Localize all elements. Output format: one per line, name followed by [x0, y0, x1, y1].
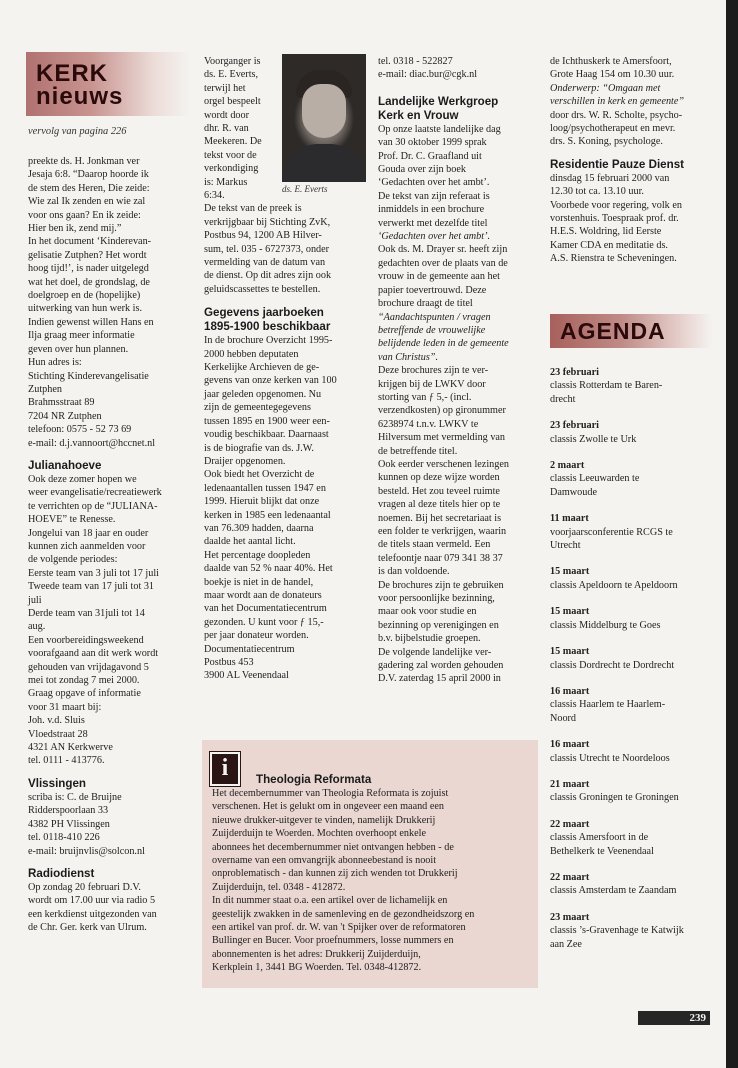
agenda-item	[550, 911, 718, 951]
text-line: de Chr. Ger. kerk van Ulrum.	[28, 922, 147, 934]
text-line: een folder te verkrijgen, waarin	[378, 526, 507, 537]
text-line: tel. 0118-410 226	[28, 832, 100, 844]
text-line: storting van ƒ 5,- (incl.	[378, 391, 472, 403]
text-line: Vloedstraat 28	[28, 728, 88, 740]
column-2-top	[204, 55, 282, 189]
agenda-item	[550, 738, 718, 765]
agenda-date: 16 maart	[550, 685, 590, 697]
text-line: vrouw in de gemeente aan het	[378, 271, 500, 283]
text-line: Meekeren. De	[204, 136, 262, 148]
text-line: Een voorbereidingsweekend	[28, 634, 144, 646]
text-line: Documentatiecentrum	[204, 643, 295, 655]
text-line: voor persoonlijke bezinning,	[378, 593, 495, 605]
text-line: Jesaja 6:8. “Daarop hoorde ik	[28, 169, 149, 181]
text-line: 1999. Hieruit blijkt dat onze	[204, 496, 320, 508]
text-line: tel. 0111 - 413776.	[28, 755, 105, 767]
theologia-title: Theologia Reformata	[256, 773, 372, 786]
photo-caption: ds. E. Everts	[282, 184, 328, 194]
article-pauze-dienst	[550, 172, 718, 266]
text-line: De brochures zijn te gebruiken	[378, 579, 504, 591]
text-line: Derde team van 31juli tot 14	[28, 608, 145, 619]
text-line: Hilversum met vermelding van	[378, 432, 506, 444]
agenda-item	[550, 366, 718, 406]
text-line: Ook eerder verschenen lezingen	[378, 458, 509, 470]
article-vlissingen	[28, 791, 192, 858]
article-jaarboeken	[204, 334, 366, 683]
agenda-date: 15 maart	[550, 606, 590, 618]
page-edge	[726, 0, 738, 1068]
text-line: inmiddels in een brochure	[378, 204, 485, 216]
text-line: 2000 hebben deputaten	[204, 348, 299, 360]
text-line: van het Documentatiecentrum	[204, 603, 327, 615]
text-line: 7204 NR Zutphen	[28, 410, 102, 422]
text-line: de volgende periodes:	[28, 554, 118, 566]
text-line: Gouda over zijn boek	[378, 164, 466, 176]
text-line: 4321 AN Kerkwerve	[28, 742, 113, 754]
text-line: ds. E. Everts,	[204, 69, 259, 81]
heading-vlissingen: Vlissingen	[28, 776, 86, 790]
article-intro	[28, 155, 192, 450]
text-line: voor ons gaan? En ik zeide:	[28, 209, 141, 221]
text-line: Jongelui van 18 jaar en ouder	[28, 527, 149, 539]
text-line: Wie zal Ik zenden en wie zal	[28, 196, 146, 208]
text-line: mei tot zondag 7 mei 2000.	[28, 675, 140, 687]
text-line: Draijer opgenomen.	[204, 455, 286, 467]
text-line: door drs. W. R. Scholte, psycho-	[550, 109, 683, 121]
agenda-date: 11 maart	[550, 513, 589, 525]
agenda-date: 23 maart	[550, 911, 590, 923]
article-radiodienst	[28, 881, 192, 935]
text-line: gezonden. U kunt voor ƒ 15,-	[204, 616, 324, 628]
text-line: een kerkdienst uitgezonden van	[28, 908, 157, 920]
text-line: b.v. bijbelstudie groepen.	[378, 633, 481, 645]
text-line: preekte ds. H. Jonkman ver	[28, 156, 140, 167]
agenda-description: classis ’s-Gravenhage te Katwijk	[550, 925, 684, 937]
text-line: jaar geleden opgenomen. Nu	[204, 388, 322, 400]
text-line: Ilja graag meer informatie	[28, 330, 135, 342]
text-line: e-mail: d.j.vannoort@hccnet.nl	[28, 437, 156, 449]
text-line: drs. S. Koning, psychologe.	[550, 136, 663, 148]
text-line: De volgende landelijke ver-	[378, 646, 492, 658]
text-line: Postbus 94, 1200 AB Hilver-	[204, 230, 322, 242]
text-line: voor 31 maart bij:	[28, 701, 102, 713]
agenda-date: 23 februari	[550, 367, 599, 378]
text-line: de betreffende titel.	[378, 445, 458, 457]
agenda-date: 21 maart	[550, 778, 590, 790]
text-line: krijgen bij de LWKV door	[378, 378, 486, 390]
text-line: Hun adres is:	[28, 357, 82, 369]
text-line: brochure draagt de titel	[378, 298, 473, 310]
agenda-date: 22 maart	[550, 818, 590, 830]
continued-from: vervolg van pagina 226	[28, 126, 127, 137]
agenda-description: classis Apeldoorn te Apeldoorn	[550, 579, 678, 591]
text-line: terwijl het	[204, 82, 246, 94]
text-line: gevens van onze kerken van 100	[204, 375, 337, 387]
text-line: tel. 0318 - 522827	[378, 56, 453, 67]
text-line: Onderwerp: “Omgaan met	[550, 82, 661, 94]
text-line: 12.30 tot ca. 13.10 uur.	[550, 186, 644, 198]
text-line: Brahmsstraat 89	[28, 397, 95, 409]
text-line: noemen. Bij het secretariaat is	[378, 512, 502, 524]
text-line: voudig beschikbaar. Daarnaast	[204, 429, 329, 441]
heading-julianahoeve: Julianahoeve	[28, 458, 102, 472]
text-line: Postbus 453	[204, 657, 254, 668]
text-line: Voorbede voor regering, volk en	[550, 199, 682, 211]
text-line: De tekst van de preek is	[204, 203, 302, 215]
agenda-item	[550, 778, 718, 805]
text-line: Kerkplein 1, 3441 BG Woerden. Tel. 0348-412872.	[212, 962, 422, 974]
text-line: dhr. R. van	[204, 123, 249, 135]
heading-lwkv-2: Kerk en Vrouw	[378, 108, 459, 122]
text-line: maar ook voor studie en	[378, 606, 477, 618]
masthead-subtitle: nieuws	[36, 83, 124, 110]
text-line: maar wordt aan de donateurs	[204, 589, 322, 601]
text-line: de dienst. Op dit adres zijn ook	[204, 270, 332, 282]
agenda-description: classis Groningen te Groningen	[550, 792, 679, 804]
text-line: geven over hun plannen.	[28, 343, 129, 355]
text-line: Voorganger is	[204, 56, 261, 67]
article-ichthuskerk	[550, 55, 718, 149]
agenda-list	[550, 366, 718, 964]
text-line: Eerste team van 3 juli tot 17 juli	[28, 567, 159, 579]
article-julianahoeve	[28, 473, 192, 768]
article-everts	[204, 189, 366, 296]
text-line: “Aandachtspunten / vragen	[378, 311, 491, 323]
text-line: Deze brochures zijn te ver-	[378, 365, 489, 377]
text-line: In de brochure Overzicht 1995-	[204, 335, 333, 347]
text-line: bezinning op verenigingen en	[378, 619, 499, 631]
text-line: is dan voldoende.	[378, 566, 450, 578]
text-line: van 30 oktober 1999 sprak	[378, 137, 487, 149]
text-line: Ook biedt het Overzicht de	[204, 469, 315, 481]
agenda-date: 23 februari	[550, 420, 599, 432]
text-line: 3900 AL Veenendaal	[204, 670, 289, 682]
agenda-item	[550, 818, 718, 858]
info-icon: i	[210, 752, 240, 786]
text-line: betreffende de vrouwelijke	[378, 324, 486, 336]
text-line: Grote Haag 154 om 10.30 uur.	[550, 69, 675, 81]
text-line: onproblematisch - dan kunnen zij zich wenden tot Drukkerij	[212, 868, 458, 880]
text-line: uitwerking van hun werk is.	[28, 303, 143, 315]
text-line: de titels staan vermeld. Een	[378, 539, 491, 551]
text-line: HOEVE” te Renesse.	[28, 514, 116, 526]
agenda-description: voorjaarsconferentie RCGS te	[550, 526, 673, 538]
text-line: tussen 1895 en 1900 weer een-	[204, 415, 330, 427]
agenda-description: classis Haarlem te Haarlem-	[550, 699, 666, 711]
text-line: scriba is: C. de Bruijne	[28, 791, 122, 803]
agenda-description: classis Dordrecht te Dordrecht	[550, 659, 675, 671]
text-line: gadering zal worden gehouden	[378, 660, 504, 672]
text-line: boekje is niet in de handel,	[204, 576, 314, 588]
column-2	[204, 189, 366, 683]
agenda-description: aan Zee	[550, 938, 582, 950]
heading-jaarboeken-2: 1895-1900 beschikbaar	[204, 320, 331, 334]
text-line: zijn de gemeentegegevens	[204, 402, 311, 414]
text-line: daalde het aantal licht.	[204, 536, 296, 548]
text-line: weer evangelisatie/recreatiewerk	[28, 487, 162, 499]
text-line: D.V. zaterdag 15 april 2000 in	[378, 673, 501, 685]
agenda-item	[550, 459, 718, 499]
text-line: wat het doel, de grondslag, de	[28, 276, 150, 288]
heading-jaarboeken-1: Gegevens jaarboeken	[204, 306, 324, 320]
agenda-item	[550, 685, 718, 725]
text-line: van Christus”.	[378, 351, 439, 363]
heading-lwkv-1: Landelijke Werkgroep	[378, 94, 499, 108]
text-line: dinsdag 15 februari 2000 van	[550, 172, 670, 184]
text-line: verwerkt met dezelfde titel	[378, 217, 488, 229]
text-line: is: Markus	[204, 176, 248, 188]
agenda-date: 16 maart	[550, 739, 590, 751]
heading-radiodienst: Radiodienst	[28, 866, 95, 880]
text-line: Op onze laatste landelijke dag	[378, 123, 501, 135]
text-line: juli	[28, 594, 42, 606]
text-line: de Ichthuskerk te Amersfoort,	[550, 56, 672, 67]
text-line: Kamer CDA en meditatie ds.	[550, 239, 668, 251]
text-line: Tweede team van 17 juli tot 31	[28, 581, 155, 593]
text-line: Op zondag 20 februari D.V.	[28, 881, 141, 893]
text-line: verkondiging	[204, 163, 259, 175]
text-line: abonnees het decembernummer niet ontvangen hebben - de	[212, 841, 454, 853]
column-3	[378, 55, 542, 686]
text-line: gelisatie Zutphen? Het wordt	[28, 249, 147, 261]
agenda-description: classis Utrecht te Noordeloos	[550, 752, 670, 764]
text-line: gedachten over de plaats van de	[378, 257, 508, 269]
agenda-item	[550, 512, 718, 552]
text-line: ‘Gedachten over het ambt’.	[378, 177, 490, 189]
agenda-item	[550, 419, 718, 446]
agenda-title: AGENDA	[560, 318, 666, 344]
agenda-date: 22 maart	[550, 871, 590, 883]
text-line: besteld. Het zou teveel ruimte	[378, 485, 500, 497]
agenda-description: classis Zwolle te Urk	[550, 433, 637, 445]
agenda-date: 2 maart	[550, 460, 585, 472]
agenda-description: drecht	[550, 393, 576, 405]
agenda-description: Damwoude	[550, 486, 597, 498]
text-line: wordt om 17.00 uur via radio 5	[28, 895, 156, 907]
text-line: sum, tel. 035 - 6727373, onder	[204, 243, 330, 255]
text-line: wordt door	[204, 109, 249, 121]
text-line: doelgroep en de (hopelijke)	[28, 290, 141, 302]
agenda-description: classis Leeuwarden te	[550, 473, 640, 485]
text-line: In het document ‘Kinderevan-	[28, 236, 152, 248]
text-line: Joh. v.d. Sluis	[28, 715, 85, 727]
text-line: verschillen in kerk en gemeente”	[550, 96, 685, 108]
text-line: verzendkosten) op gironummer	[378, 405, 506, 417]
text-line: hoog tijd!’, is nader uitgelegd	[28, 263, 149, 275]
portrait-photo	[282, 54, 366, 182]
text-line: overname van een omvangrijk abonneebestand is nooit	[212, 855, 437, 867]
text-line: telefoon: 0575 - 52 73 69	[28, 424, 132, 436]
text-line: geestelijk zwakken in de samenleving en de gezondheidszorg en	[212, 908, 475, 920]
agenda-date: 15 maart	[550, 646, 590, 658]
text-line: 6238974 t.n.v. LWKV te	[378, 418, 479, 430]
kerk-nieuws-masthead	[26, 52, 190, 116]
text-line: voorafgaand aan dit werk wordt	[28, 648, 159, 660]
agenda-item	[550, 565, 718, 592]
article-lwkv	[378, 123, 542, 686]
text-line: In dit nummer staat o.a. een artikel over de lichamelijk en	[212, 895, 448, 907]
theologia-text	[212, 787, 530, 975]
text-line: aug.	[28, 621, 46, 633]
text-line: loog/psychotherapeut en mevr.	[550, 123, 676, 135]
agenda-description: classis Rotterdam te Baren-	[550, 380, 663, 392]
text-line: Bullinger en Bucer. Voor proefnummers, losse nummers en	[212, 935, 454, 947]
masthead-title: KERK	[36, 60, 109, 87]
text-line: Het decembernummer van Theologia Reformata is zojuist	[212, 788, 449, 799]
text-line: geluidscassettes te bestellen.	[204, 283, 321, 295]
text-line: 4382 PH Vlissingen	[28, 818, 110, 830]
text-line: Ook deze zomer hopen we	[28, 473, 137, 485]
agenda-item	[550, 645, 718, 672]
text-line: ledenaantallen tussen 1947 en	[204, 482, 326, 494]
agenda-header	[550, 314, 712, 348]
agenda-description: classis Middelburg te Goes	[550, 619, 661, 631]
contact-lines	[378, 55, 542, 82]
text-line: H.E.S. Woldring, lid Eerste	[550, 226, 662, 238]
text-line: een artikel van prof. dr. W. van 't Spijker over de reformatoren	[212, 922, 466, 934]
text-line: De tekst van zijn referaat is	[378, 190, 490, 202]
text-line: per jaar donateur worden.	[204, 630, 309, 642]
text-line: abonnementen is het adres: Drukkerij Zuijderduijn,	[212, 948, 421, 960]
agenda-description: classis Amersfoort in de	[550, 832, 649, 844]
text-line: Kerkelijke Archieven de ge-	[204, 362, 320, 374]
agenda-date: 15 maart	[550, 566, 590, 578]
text-line: 6:34.	[204, 190, 225, 201]
text-line: van 76.309 hadden, daarna	[204, 522, 314, 534]
text-line: verkrijgbaar bij Stichting ZvK,	[204, 216, 331, 228]
text-line: ‘Gedachten over het ambt’.	[378, 231, 491, 243]
agenda-description: classis Amsterdam te Zaandam	[550, 885, 677, 897]
agenda-description: Utrecht	[550, 540, 581, 552]
text-line: kerken in 1985 een ledenaantal	[204, 509, 331, 521]
text-line: nieuwe drukker-uitgever te vinden, namelijk Drukkerij	[212, 814, 436, 826]
text-line: is de biografie van ds. J.W.	[204, 442, 314, 454]
text-line: e-mail: bruijnvlis@solcon.nl	[28, 845, 145, 857]
text-line: gehouden van vrijdagavond 5	[28, 661, 149, 673]
text-line: Hier ben ik, zend mij.”	[28, 223, 122, 235]
agenda-item	[550, 871, 718, 898]
text-line: de stem des Heren, Die zeide:	[28, 182, 150, 194]
text-line: Stichting Kinderevangelisatie	[28, 370, 149, 382]
column-1	[28, 155, 192, 935]
text-line: te verrichten op de “JULIANA-	[28, 500, 158, 512]
text-line: kunnen op deze wijze worden	[378, 472, 500, 484]
text-line: daalde van 52 % naar 40%. Het	[204, 563, 333, 575]
text-line: Indien gewenst willen Hans en	[28, 316, 154, 328]
text-line: orgel bespeelt	[204, 96, 261, 108]
agenda-item	[550, 605, 718, 632]
text-line: Ridderspoorlaan 33	[28, 805, 109, 817]
text-line: papier toevertrouwd. Deze	[378, 284, 487, 296]
text-line: Zuijderduijn, tel. 0348 - 412872.	[212, 881, 346, 893]
text-line: A.S. Rienstra te Scheveningen.	[550, 253, 677, 265]
text-line: vermelding van de datum van	[204, 257, 326, 269]
agenda-description: Noord	[550, 712, 577, 724]
text-line: Zutphen	[28, 383, 62, 395]
text-line: kunnen zich aanmelden voor	[28, 540, 146, 552]
text-line: Ook ds. M. Drayer sr. heeft zijn	[378, 244, 508, 256]
text-line: vorstenhuis. Toespraak prof. dr.	[550, 213, 679, 225]
text-line: belijdende leden in de gemeente	[378, 338, 509, 350]
column-4	[550, 55, 718, 266]
agenda-description: Bethelkerk te Veenendaal	[550, 845, 654, 857]
heading-pauze-dienst: Residentie Pauze Dienst	[550, 157, 685, 171]
text-line: Prof. Dr. C. Graafland uit	[378, 150, 482, 162]
text-line: verschenen. Het is gelukt om in ongeveer een maand een	[212, 801, 444, 813]
text-line: vragen al deze titels hier op te	[378, 499, 501, 511]
text-line: Graag opgave of informatie	[28, 688, 141, 700]
text-line: e-mail: diac.bur@cgk.nl	[378, 69, 478, 81]
page-number: 239	[638, 1011, 710, 1025]
text-line: Zuijderduijn te Woerden. Mochten overhoopt enkele	[212, 828, 426, 840]
text-line: Het percentage doopleden	[204, 549, 311, 561]
text-line: telefoontje naar 079 341 38 37	[378, 552, 503, 564]
text-line: tekst voor de	[204, 149, 257, 161]
